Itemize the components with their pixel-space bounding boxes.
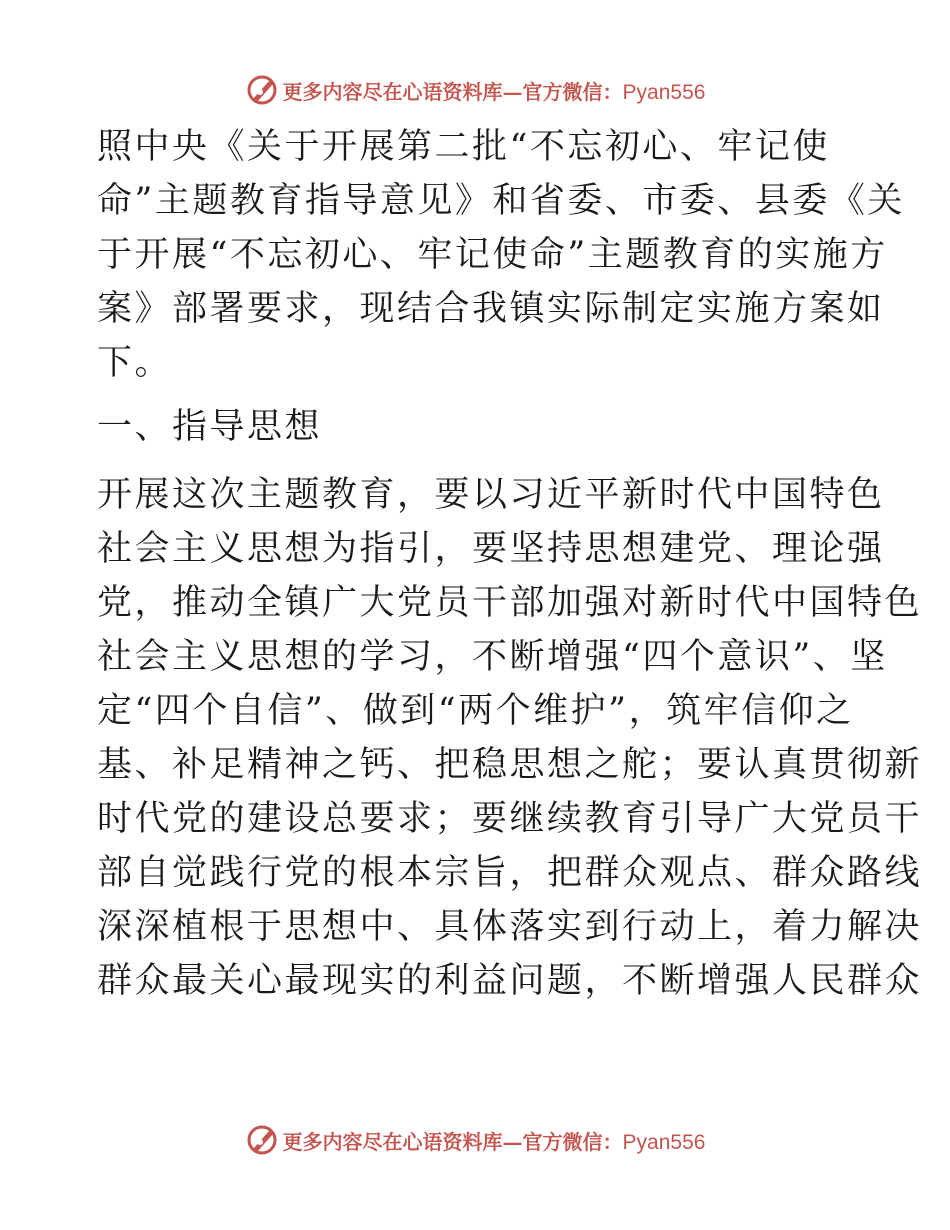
text-line: 社会主义思想的学习，不断增强“四个意识”、坚	[97, 637, 888, 677]
pen-logo-icon	[245, 73, 279, 107]
text-line: 群众最关心最现实的利益问题，不断增强人民群众	[97, 961, 923, 1001]
text-line: 命”主题教育指导意见》和省委、市委、县委《关	[97, 181, 905, 221]
text-line: 基、补足精神之钙、把稳思想之舵；要认真贯彻新	[97, 745, 923, 785]
text-line: 部自觉践行党的根本宗旨，把群众观点、群众路线	[97, 853, 923, 893]
header-banner-text: 更多内容尽在心语资料库—官方微信：Pyan556	[282, 79, 706, 104]
paragraph-intro	[97, 120, 905, 390]
text-line: 社会主义思想为指引，要坚持思想建党、理论强	[97, 529, 885, 569]
text-line: 下。	[97, 343, 173, 383]
paragraph-guiding-ideology	[97, 468, 923, 1008]
document-body	[97, 120, 923, 1008]
text-line: 开展这次主题教育，要以习近平新时代中国特色	[97, 475, 885, 515]
footer-banner	[0, 1120, 950, 1160]
text-line: 照中央《关于开展第二批“不忘初心、牢记使	[97, 127, 830, 167]
text-line: 案》部署要求，现结合我镇实际制定实施方案如	[97, 289, 885, 329]
text-line: 党，推动全镇广大党员干部加强对新时代中国特色	[97, 583, 923, 623]
footer-banner-text: 更多内容尽在心语资料库—官方微信：Pyan556	[282, 1129, 706, 1154]
pen-logo-icon	[245, 1123, 279, 1157]
section-heading: 一、指导思想	[97, 407, 323, 447]
text-line: 于开展“不忘初心、牢记使命”主题教育的实施方	[97, 235, 888, 275]
text-line: 时代党的建设总要求；要继续教育引导广大党员干	[97, 799, 923, 839]
text-line: 定“四个自信”、做到“两个维护”，筑牢信仰之	[97, 691, 854, 731]
text-line: 深深植根于思想中、具体落实到行动上，着力解决	[97, 907, 923, 947]
header-banner	[0, 70, 950, 110]
